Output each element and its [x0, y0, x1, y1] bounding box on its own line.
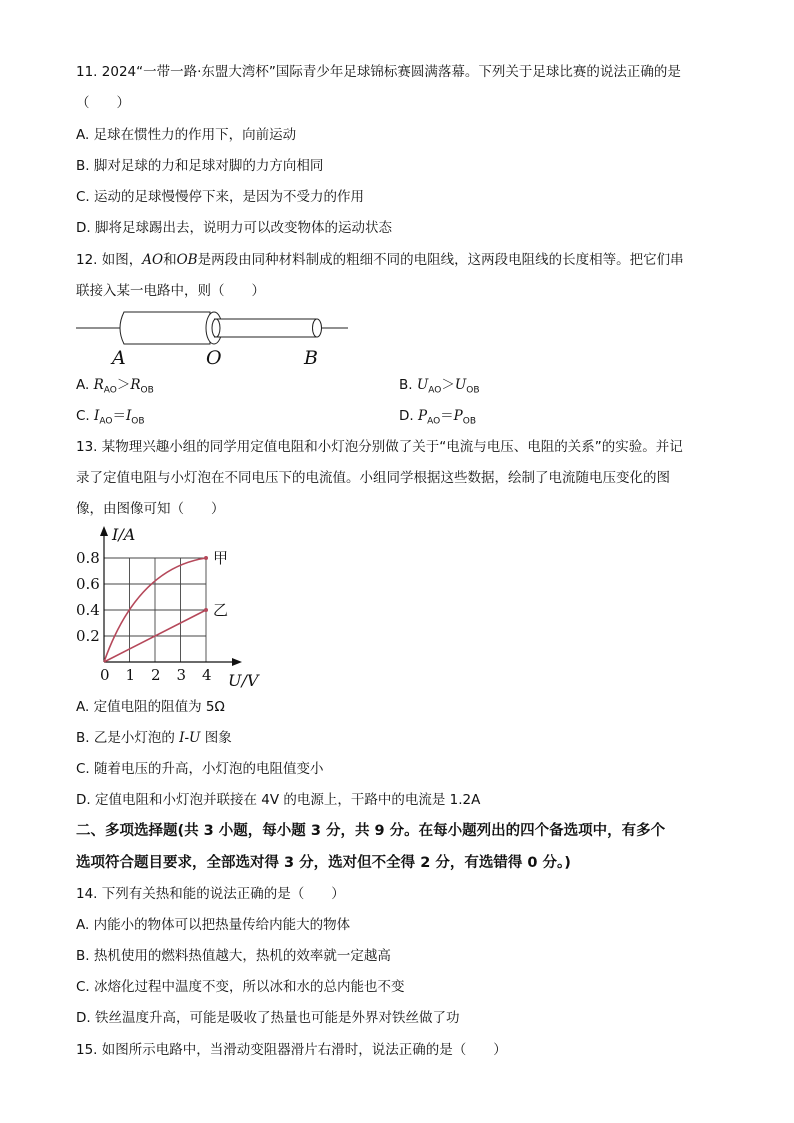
opt-operator: ＞	[441, 377, 455, 393]
series-label: 甲	[213, 549, 229, 567]
opt-symbol: I	[125, 408, 132, 424]
q12-stem-prefix: 12. 如图，	[76, 252, 143, 268]
y-tick-label: 0.6	[76, 575, 100, 593]
q13-option-b-post: 图象	[200, 730, 232, 746]
q13-stem-line3: 像，由图像可知（ ）	[76, 501, 225, 517]
thin-cylinder-body	[214, 319, 316, 337]
x-axis-label: U/V	[228, 671, 259, 690]
y-axis-arrow	[100, 526, 108, 536]
q14-stem: 14. 下列有关热和能的说法正确的是（ ）	[76, 886, 345, 902]
q14-option-c: C. 冰熔化过程中温度不变，所以冰和水的总内能也不变	[76, 979, 405, 995]
opt-symbol: P	[453, 408, 463, 424]
opt-prefix: D.	[399, 408, 414, 424]
q13-option-a: A. 定值电阻的阻值为 5Ω	[76, 699, 225, 715]
opt-subscript: OB	[462, 416, 477, 427]
x-tick-label: 1	[125, 666, 136, 684]
opt-subscript: AO	[428, 385, 442, 396]
opt-symbol: R	[93, 377, 104, 393]
opt-subscript: OB	[140, 385, 154, 396]
q12-stem-line1	[76, 250, 684, 270]
opt-subscript: AO	[427, 416, 441, 427]
x-tick-label: 4	[202, 666, 212, 684]
opt-prefix: B.	[399, 377, 413, 393]
q12-ao-symbol: AO	[142, 252, 164, 268]
q11-stem-line1: 11. 2024“一带一路·东盟大湾杯”国际青少年足球锦标赛圆满落幕。下列关于足球比赛的说法正确的是	[76, 64, 681, 80]
q13-option-b-symbol: I-U	[179, 730, 201, 746]
thin-cylinder-end	[313, 319, 322, 337]
label-a: A	[112, 347, 126, 369]
q11-option-a: A. 足球在惯性力的作用下，向前运动	[76, 127, 297, 143]
opt-prefix: A.	[76, 377, 90, 393]
q15-stem: 15. 如图所示电路中，当滑动变阻器滑片右滑时，说法正确的是（ ）	[76, 1042, 507, 1058]
q13-option-b-pre: B. 乙是小灯泡的	[76, 730, 180, 746]
label-o: O	[206, 347, 222, 369]
thick-cylinder-body	[120, 312, 210, 344]
x-axis-arrow	[232, 658, 242, 666]
series-label: 乙	[213, 601, 229, 619]
opt-subscript: AO	[103, 385, 117, 396]
q14-option-d: D. 铁丝温度升高，可能是吸收了热量也可能是外界对铁丝做了功	[76, 1010, 460, 1026]
q13-stem-line1: 13. 某物理兴趣小组的同学用定值电阻和小灯泡分别做了关于“电流与电压、电阻的关系”的实验。并记	[76, 439, 683, 455]
opt-operator: ＞	[116, 377, 131, 393]
opt-prefix: C.	[76, 408, 90, 424]
opt-symbol: P	[417, 408, 428, 424]
opt-operator: ＝	[112, 408, 126, 424]
opt-subscript: OB	[466, 385, 480, 396]
y-axis-label: I/A	[112, 525, 136, 544]
q13-iu-chart	[72, 522, 272, 694]
q12-option-b	[399, 375, 480, 401]
q12-option-c	[76, 406, 145, 432]
q14-option-a: A. 内能小的物体可以把热量传给内能大的物体	[76, 917, 351, 933]
q13-option-c: C. 随着电压的升高，小灯泡的电阻值变小	[76, 761, 324, 777]
opt-operator: ＝	[440, 408, 454, 424]
q13-stem-line2: 录了定值电阻与小灯泡在不同电压下的电流值。小组同学根据这些数据，绘制了电流随电压变化的图	[76, 470, 670, 486]
q11-option-d: D. 脚将足球踢出去，说明力可以改变物体的运动状态	[76, 220, 392, 236]
y-tick-label: 0.8	[76, 549, 100, 567]
q11-stem-line2: （ ）	[76, 95, 130, 111]
x-tick-label: 3	[176, 666, 187, 684]
opt-symbol: I	[94, 408, 100, 424]
q12-and: 和	[163, 252, 177, 268]
opt-subscript: OB	[131, 416, 145, 427]
q12-wire-figure	[76, 308, 356, 370]
opt-symbol: R	[130, 377, 141, 393]
q11-option-c: C. 运动的足球慢慢停下来，是因为不受力的作用	[76, 189, 365, 205]
section2-heading-line1: 二、多项选择题(共 3 小题，每小题 3 分，共 9 分。在每小题列出的四个备选项中，有多个	[76, 823, 666, 839]
x-tick-label: 0	[100, 666, 110, 684]
label-b: B	[304, 347, 318, 369]
q12-stem-line2: 联接入某一电路中，则（ ）	[76, 283, 265, 299]
q13-option-d: D. 定值电阻和小灯泡并联接在 4V 的电源上，干路中的电流是 1.2A	[76, 792, 481, 808]
q12-stem-post: 是两段由同种材料制成的粗细不同的电阻线，这两段电阻线的长度相等。把它们串	[197, 252, 684, 268]
q12-option-d	[399, 406, 476, 432]
opt-symbol: U	[416, 377, 429, 393]
opt-symbol: U	[454, 377, 467, 393]
q13-option-b	[76, 728, 232, 748]
q14-option-b: B. 热机使用的燃料热值越大，热机的效率就一定越高	[76, 948, 391, 964]
series-endpoint	[204, 556, 208, 560]
q12-option-a	[76, 375, 154, 401]
y-tick-label: 0.2	[76, 627, 100, 645]
x-tick-label: 2	[151, 666, 161, 684]
q12-ob-symbol: OB	[176, 252, 198, 268]
section2-heading-line2: 选项符合题目要求，全部选对得 3 分，选对但不全得 2 分，有选错得 0 分。)	[76, 855, 571, 871]
q11-option-b: B. 脚对足球的力和足球对脚的力方向相同	[76, 158, 324, 174]
series-endpoint	[204, 608, 208, 612]
opt-subscript: AO	[99, 416, 113, 427]
thin-cylinder-inner-end	[212, 319, 220, 337]
y-tick-label: 0.4	[76, 601, 100, 619]
